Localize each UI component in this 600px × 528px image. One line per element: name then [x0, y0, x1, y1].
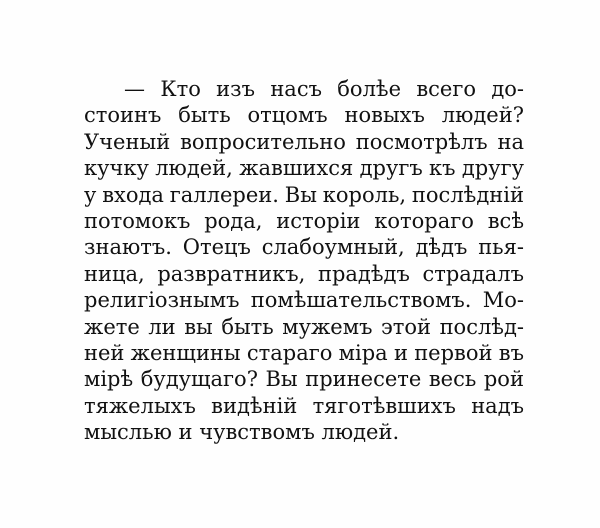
- text-line: жете ли вы быть мужемъ этой послѣд-: [84, 314, 524, 339]
- text-line: у входа галлереи. Вы король, послѣдній: [84, 182, 524, 207]
- paragraph: [84, 76, 524, 445]
- text-line: тяжелыхъ видѣній тяготѣвшихъ надъ: [84, 393, 524, 418]
- text-line: Ученый вопросительно посмотрѣлъ на: [84, 129, 524, 154]
- text-line: мыслью и чувствомъ людей.: [84, 420, 400, 445]
- text-line: кучку людей, жавшихся другъ къ другу: [84, 156, 524, 181]
- text-line: ней женщины стараго міра и первой въ: [84, 340, 524, 365]
- text-line: потомокъ рода, исторіи котораго всѣ: [84, 208, 524, 233]
- text-line: религіознымъ помѣшательствомъ. Мо-: [84, 288, 524, 313]
- text-line: стоинъ быть отцомъ новыхъ людей?: [84, 103, 524, 128]
- text-line: — Кто изъ насъ болѣе всего до-: [124, 77, 524, 101]
- text-line: знаютъ. Отецъ слабоумный, дѣдъ пья-: [84, 235, 524, 260]
- text-line: мірѣ будущаго? Вы принесете весь рой: [84, 367, 524, 392]
- text-line: ница, развратникъ, прадѣдъ страдалъ: [84, 261, 524, 286]
